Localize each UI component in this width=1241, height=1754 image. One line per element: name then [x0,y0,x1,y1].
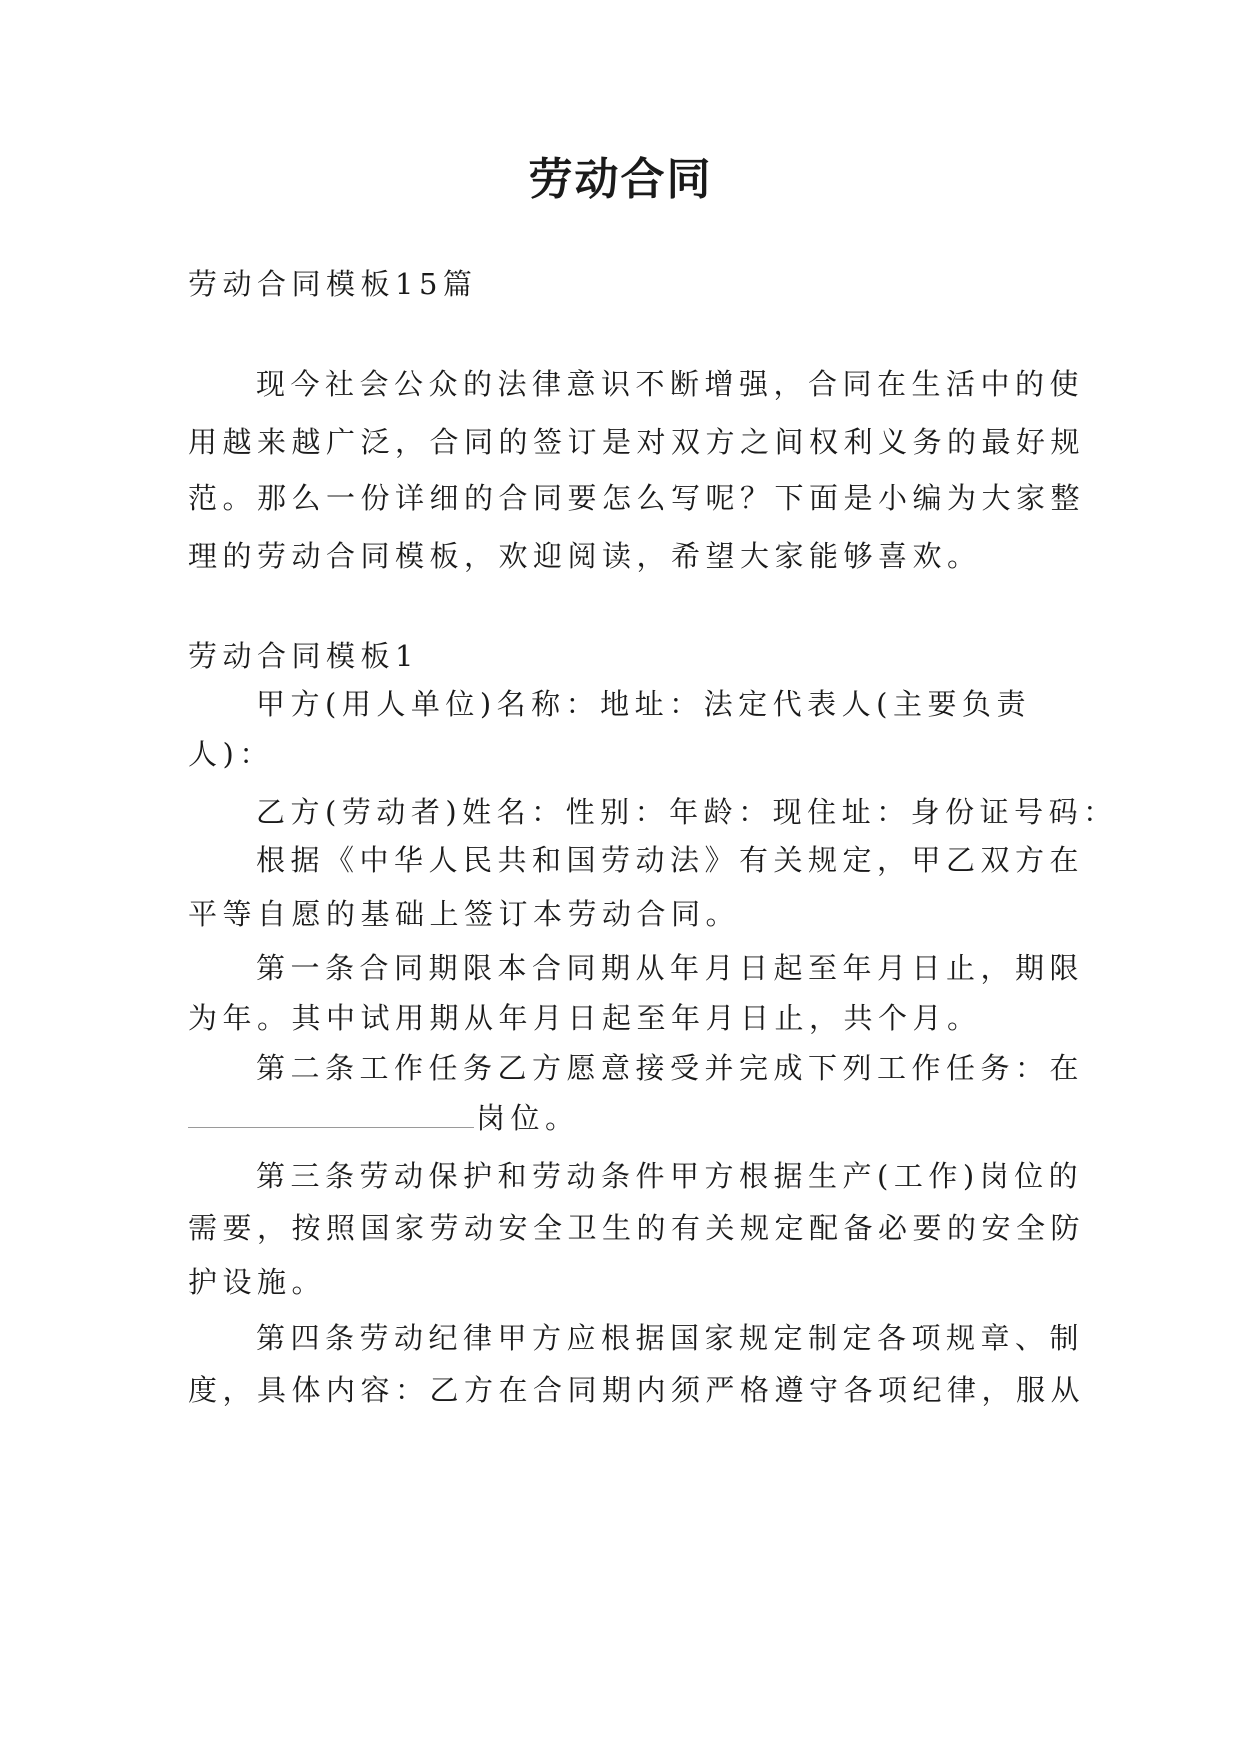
intro-line-2: 用越来越广泛，合同的签订是对双方之间权利义务的最好规 [188,425,1086,459]
basis-line-2: 平等自愿的基础上签订本劳动合同。 [188,897,741,931]
article4-line-2: 度，具体内容：乙方在合同期内须严格遵守各项纪律，服从 [188,1373,1086,1407]
article4-line-1: 第四条劳动纪律甲方应根据国家规定制定各项规章、制 [256,1321,1085,1355]
article3-line-3: 护设施。 [188,1265,327,1299]
party-a-line-1: 甲方(用人单位)名称：地址：法定代表人(主要负责 [256,687,1031,721]
fill-in-blank [188,1101,474,1128]
article1-line-2: 为年。其中试用期从年月日起至年月日止，共个月。 [188,1001,982,1035]
article2-line-1: 第二条工作任务乙方愿意接受并完成下列工作任务：在 [256,1051,1085,1085]
document-title: 劳动合同 [528,154,713,205]
intro-line-1: 现今社会公众的法律意识不断增强，合同在生活中的使 [256,367,1085,401]
basis-line-1: 根据《中华人民共和国劳动法》有关规定，甲乙双方在 [256,843,1085,877]
article2-line-2 [188,1098,1058,1138]
document-subtitle: 劳动合同模板15篇 [188,267,478,301]
intro-line-4: 理的劳动合同模板，欢迎阅读，希望大家能够喜欢。 [188,539,982,573]
party-b-line: 乙方(劳动者)姓名：性别：年龄：现住址：身份证号码： [256,795,1118,829]
template-heading: 劳动合同模板1 [188,639,419,673]
intro-line-3: 范。那么一份详细的合同要怎么写呢？下面是小编为大家整 [188,481,1086,515]
party-a-line-2: 人)： [188,737,274,771]
article3-line-1: 第三条劳动保护和劳动条件甲方根据生产(工作)岗位的 [256,1159,1084,1193]
article2-tail: 岗位。 [476,1101,580,1135]
article1-line-1: 第一条合同期限本合同期从年月日起至年月日止，期限 [256,951,1085,985]
article3-line-2: 需要，按照国家劳动安全卫生的有关规定配备必要的安全防 [188,1211,1086,1245]
